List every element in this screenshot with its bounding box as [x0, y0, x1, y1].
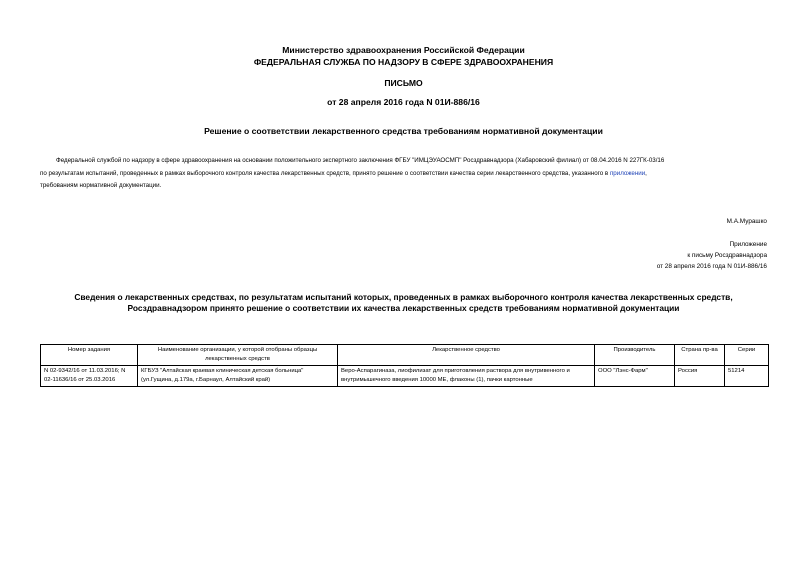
body-line-2-end: ,	[645, 169, 647, 177]
appendix-label: Приложение	[729, 241, 767, 248]
medicines-table	[40, 344, 769, 387]
document-subject: Решение о соответствии лекарственного средства требованиям нормативной документации	[204, 126, 603, 136]
body-line-1: Федеральной службой по надзору в сфере здравоохранения на основании положительного экспертного заключения ФГБУ "ИМЦЭУАОСМП" Росздравнадзора (Хабаровский филиал) от 08.04.2016 N 227ГК-03/16	[56, 157, 665, 164]
header-organization: Наименование организации, у которой отобраны образцы лекарственных средств	[138, 345, 338, 366]
header-country: Страна пр-ва	[675, 345, 725, 366]
letter-body	[40, 155, 766, 193]
body-line-2-text: по результатам испытаний, проведенных в рамках выборочного контроля качества лекарственных средств, принято решение о соответствии качества серии лекарственного средства, указанного в	[40, 169, 610, 177]
cell-manufacturer: ООО "Лэнс-Фарм"	[595, 366, 675, 387]
ministry-name: Министерство здравоохранения Российской Федерации	[282, 45, 525, 55]
cell-task-number: N 02-9342/16 от 11.03.2016; N 02-11636/16 от 25.03.2016	[41, 366, 138, 387]
header-series: Серии	[725, 345, 769, 366]
appendix-title-line-1: Сведения о лекарственных средствах, по результатам испытаний которых, проведенных в рамках выборочного контроля качества лекарственных средств,	[74, 292, 733, 302]
cell-medicine: Веро-Аспарагиназа, лиофилизат для приготовления раствора для внутривенного и внутримышечного введения 10000 МЕ, флаконы (1), пачки картонные	[338, 366, 595, 387]
cell-country: Россия	[675, 366, 725, 387]
cell-organization: КГБУЗ "Алтайская краевая клиническая детская больница" (ул.Гущина, д.179а, г.Барнаул, Алтайский край)	[138, 366, 338, 387]
appendix-title-line-2: Росздравнадзором принято решение о соответствии их качества лекарственных средств требованиям нормативной документации	[127, 303, 680, 313]
header-manufacturer: Производитель	[595, 345, 675, 366]
cell-series: 51214	[725, 366, 769, 387]
table-header-row	[41, 345, 769, 366]
appendix-to-letter: к письму Росздравнадзора	[687, 252, 767, 259]
table-row	[41, 366, 769, 387]
document-date-number: от 28 апреля 2016 года N 01И-886/16	[327, 97, 480, 107]
body-line-2	[40, 168, 766, 181]
document-type: ПИСЬМО	[384, 78, 423, 88]
header-task-number: Номер задания	[41, 345, 138, 366]
signature: М.А.Мурашко	[726, 218, 767, 225]
appendix-link[interactable]: приложении	[609, 169, 646, 177]
body-line-3: требованиям нормативной документации.	[40, 182, 162, 189]
appendix-date-number: от 28 апреля 2016 года N 01И-886/16	[656, 263, 767, 270]
header-medicine: Лекарственное средство	[338, 345, 595, 366]
service-name: ФЕДЕРАЛЬНАЯ СЛУЖБА ПО НАДЗОРУ В СФЕРЕ ЗДРАВООХРАНЕНИЯ	[253, 57, 554, 67]
